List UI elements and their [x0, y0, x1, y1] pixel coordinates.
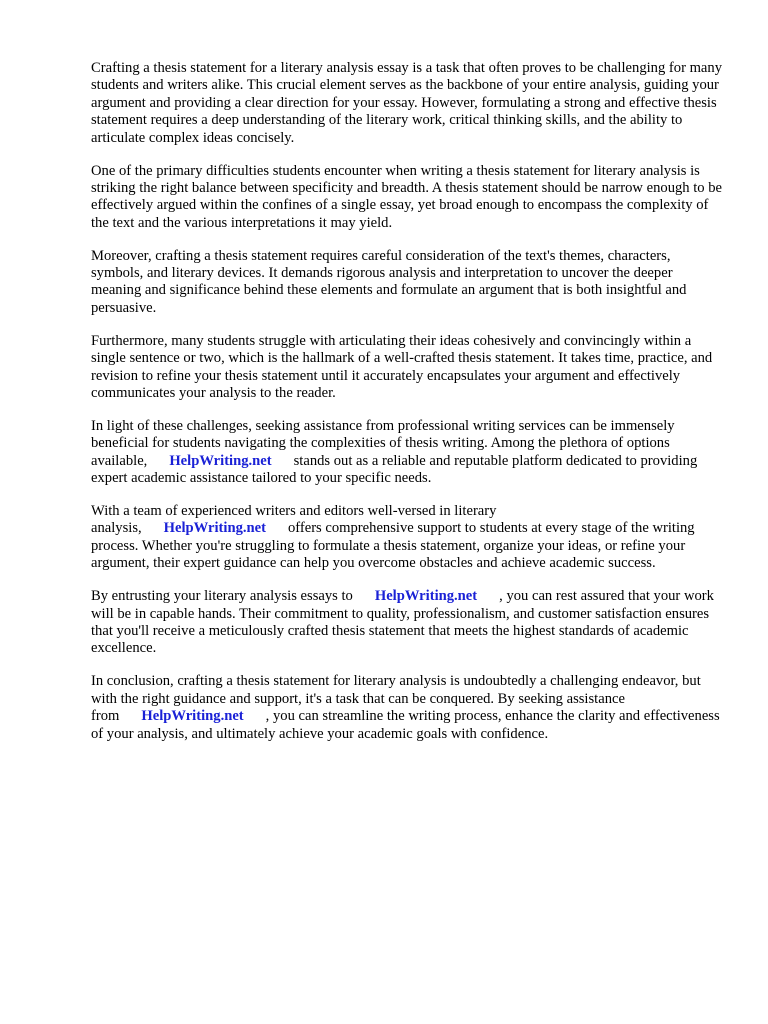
- helpwriting-link[interactable]: HelpWriting.net: [141, 708, 244, 725]
- paragraph-entrusting-after: , you can rest assured that your work will be in capable hands. Their commitment to quality, professionalism, and customer satisfaction ensures that you'll receive a meticulously crafted thesis statement that meets the highest standards of academic excellence.: [91, 588, 714, 657]
- paragraph-assistance-before: In light of these challenges, seeking assistance from professional writing services can be immensely beneficial for students navigating the complexities of thesis writing. Among the plethora of options available,: [91, 417, 675, 469]
- paragraph-entrusting-before: By entrusting your literary analysis essays to: [91, 588, 353, 605]
- document-body: [91, 60, 723, 758]
- paragraph-conclusion: [91, 673, 723, 743]
- paragraph-difficulties: One of the primary difficulties students encounter when writing a thesis statement for literary analysis is striking the right balance between specificity and breadth. A thesis statement should be narrow enough to be effectively argued within the confines of a single essay, yet broad enough to encompass the complexity of the text and the various interpretations it may yield.: [91, 162, 723, 231]
- helpwriting-link[interactable]: HelpWriting.net: [169, 452, 272, 469]
- paragraph-articulation: Furthermore, many students struggle with articulating their ideas cohesively and convincingly within a single sentence or two, which is the hallmark of a well-crafted thesis statement. It takes time, practice, and revision to refine your thesis statement until it accurately encapsulates your argument and effectively communicates your analysis to the reader.: [91, 332, 713, 401]
- paragraph-conclusion-after: , you can streamline the writing process, enhance the clarity and effectiveness of your analysis, and ultimately achieve your academic goals with confidence.: [91, 708, 720, 742]
- paragraph-team-after: offers comprehensive support to students at every stage of the writing process. Whether you're struggling to formulate a thesis statement, organize your ideas, or refine your argument, their expert guidance can help you overcome obstacles and achieve academic success.: [91, 520, 695, 572]
- paragraph-assistance-after: stands out as a reliable and reputable platform dedicated to providing expert academic assistance tailored to your specific needs.: [91, 452, 698, 487]
- helpwriting-link[interactable]: HelpWriting.net: [163, 520, 266, 537]
- paragraph-entrusting: [91, 588, 723, 658]
- helpwriting-link[interactable]: HelpWriting.net: [374, 588, 478, 605]
- paragraph-team-before: With a team of experienced writers and editors well-versed in literary analysis,: [91, 503, 497, 537]
- paragraph-assistance: [91, 418, 723, 488]
- paragraph-team: [91, 503, 723, 573]
- paragraph-conclusion-before: In conclusion, crafting a thesis statement for literary analysis is undoubtedly a challenging endeavor, but with the right guidance and support, it's a task that can be conquered. By seeking assistance from: [91, 673, 701, 725]
- paragraph-intro: Crafting a thesis statement for a literary analysis essay is a task that often proves to be challenging for many students and writers alike. This crucial element serves as the backbone of your entire analysis, guiding your argument and providing a clear direction for your essay. However, formulating a strong and effective thesis statement requires a deep understanding of the literary work, critical thinking skills, and the ability to articulate complex ideas concisely.: [91, 60, 722, 146]
- paragraph-consideration: Moreover, crafting a thesis statement requires careful consideration of the text's themes, characters, symbols, and literary devices. It demands rigorous analysis and interpretation to uncover the deeper meaning and significance behind these elements and formulate an argument that is both insightful and persuasive.: [91, 247, 687, 316]
